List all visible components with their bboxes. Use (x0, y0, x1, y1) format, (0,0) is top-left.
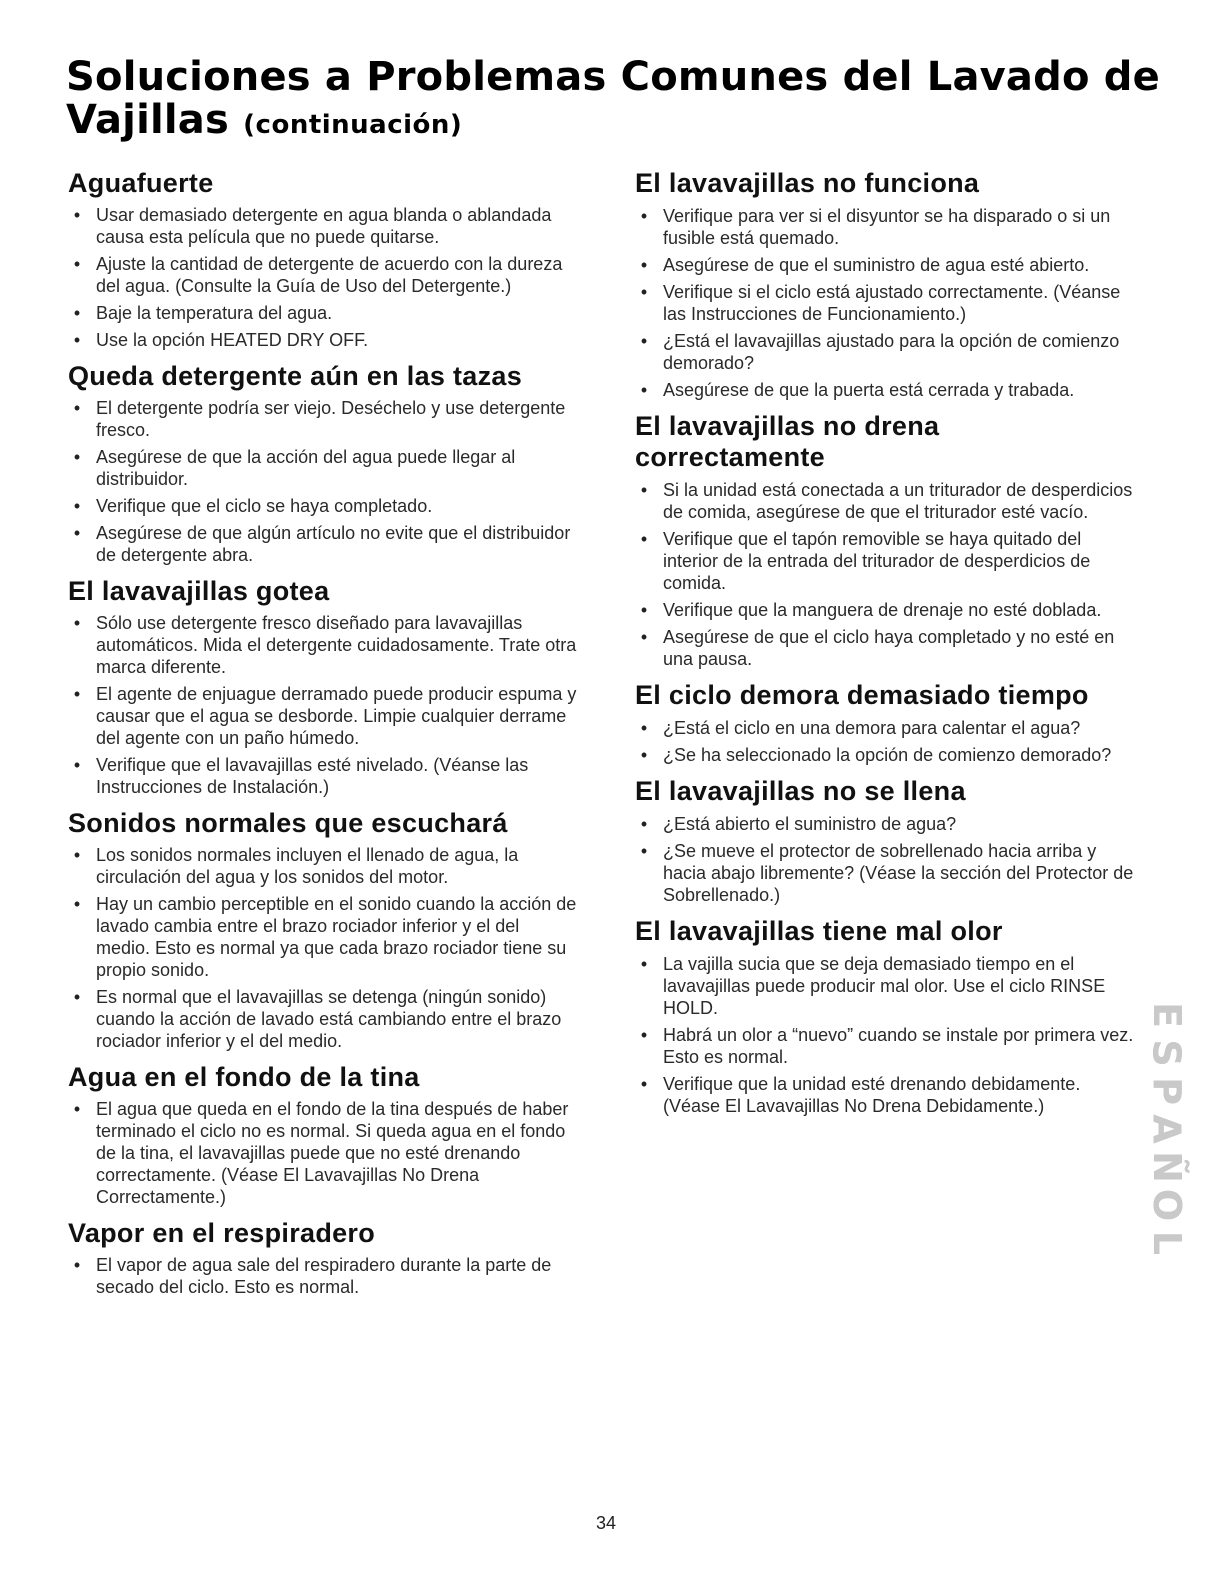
section-heading: Sonidos normales que escuchará (68, 808, 508, 838)
list-item (635, 626, 1135, 670)
list-item (68, 986, 578, 1052)
list-item-text: Los sonidos normales incluyen el llenado de agua, la circulación del agua y los sonidos del motor. (96, 845, 519, 887)
list-item (635, 1073, 1135, 1117)
bullet-icon: • (640, 627, 648, 647)
side-tab-letter: A (1144, 1114, 1189, 1144)
bullet-icon: • (640, 206, 648, 226)
bullet-icon: • (640, 745, 648, 765)
bullet-icon: • (73, 684, 81, 704)
list-item (635, 528, 1135, 594)
bullet-icon: • (640, 600, 648, 620)
bullet-icon: • (73, 398, 81, 418)
list-item (635, 1024, 1135, 1068)
list-item (635, 599, 1135, 621)
bullet-icon: • (73, 523, 81, 543)
list-item (635, 205, 1135, 249)
bullet-list (68, 844, 578, 1052)
page-number: 34 (595, 1513, 617, 1533)
list-item-text: Verifique que el ciclo se haya completado. (96, 496, 433, 516)
bullet-icon: • (640, 331, 648, 351)
bullet-list (635, 813, 1135, 906)
troubleshooting-section (68, 1218, 578, 1298)
list-item-text: Ajuste la cantidad de detergente de acuerdo con la dureza del agua. (Consulte la Guía de Uso del Detergente.) (96, 254, 563, 296)
section-heading: El lavavajillas gotea (68, 576, 330, 606)
list-item-text: Asegúrese de que la puerta está cerrada y trabada. (663, 380, 1075, 400)
troubleshooting-section (635, 776, 1135, 906)
list-item-text: Verifique que la manguera de drenaje no esté doblada. (663, 600, 1102, 620)
troubleshooting-section (68, 808, 578, 1052)
bullet-icon: • (73, 496, 81, 516)
page-title (66, 56, 1166, 147)
list-item-text: Verifique que el lavavajillas esté nivelado. (Véanse las Instrucciones de Instalación.) (96, 755, 529, 797)
list-item (635, 254, 1135, 276)
page-title-text: Soluciones a Problemas Comunes del Lavado de Vajillas (66, 54, 1160, 143)
bullet-icon: • (73, 1099, 81, 1119)
list-item-text: El detergente podría ser viejo. Deséchelo y use detergente fresco. (96, 398, 566, 440)
troubleshooting-section (68, 361, 578, 566)
list-item (635, 717, 1135, 739)
list-item-text: Asegúrese de que algún artículo no evite que el distribuidor de detergente abra. (96, 523, 571, 565)
section-heading: Vapor en el respiradero (68, 1218, 376, 1248)
list-item-text: Si la unidad está conectada a un triturador de desperdicios de comida, asegúrese de que el triturador esté vacío. (663, 480, 1133, 522)
bullet-icon: • (73, 1255, 81, 1275)
list-item-text: La vajilla sucia que se deja demasiado tiempo en el lavavajillas puede producir mal olor. Use el ciclo RINSE HOLD. (663, 954, 1106, 1018)
bullet-icon: • (640, 814, 648, 834)
section-heading: El lavavajillas tiene mal olor (635, 916, 1003, 946)
list-item-text: ¿Se mueve el protector de sobrellenado hacia arriba y hacia abajo libremente? (Véase la sección del Protector de Sobrellenado.) (663, 841, 1134, 905)
bullet-list (635, 479, 1135, 670)
list-item (68, 253, 578, 297)
bullet-icon: • (73, 303, 81, 323)
bullet-icon: • (640, 1074, 648, 1094)
bullet-list (68, 1098, 578, 1208)
list-item-text: Sólo use detergente fresco diseñado para lavavajillas automáticos. Mida el detergente cuidadosamente. Trate otra marca diferente. (96, 613, 577, 677)
list-item (68, 204, 578, 248)
section-heading: El lavavajillas no drena correctamente (635, 411, 940, 472)
bullet-icon: • (640, 380, 648, 400)
bullet-list (635, 717, 1135, 766)
list-item-text: Es normal que el lavavajillas se detenga (ningún sonido) cuando la acción de lavado está cambiando entre el brazo rociador inferior y el del medio. (96, 987, 562, 1051)
bullet-icon: • (73, 755, 81, 775)
list-item-text: Habrá un olor a “nuevo” cuando se instale por primera vez. Esto es normal. (663, 1025, 1134, 1067)
list-item-text: Verifique que la unidad esté drenando debidamente. (Véase El Lavavajillas No Drena Debidamente.) (663, 1074, 1081, 1116)
list-item (635, 281, 1135, 325)
section-heading: Aguafuerte (68, 168, 214, 198)
bullet-icon: • (640, 255, 648, 275)
side-tab-letter: Ñ (1145, 1151, 1189, 1183)
left-column (68, 168, 578, 1308)
troubleshooting-section (635, 168, 1135, 401)
list-item-text: ¿Está el lavavajillas ajustado para la opción de comienzo demorado? (663, 331, 1120, 373)
list-item (68, 612, 578, 678)
list-item-text: Baje la temperatura del agua. (96, 303, 333, 323)
bullet-list (635, 953, 1135, 1117)
troubleshooting-section (635, 411, 1135, 670)
list-item (68, 754, 578, 798)
right-column (635, 168, 1135, 1127)
list-item (68, 302, 578, 324)
section-heading: El lavavajillas no funciona (635, 168, 980, 198)
list-item-text: Hay un cambio perceptible en el sonido cuando la acción de lavado cambia entre el brazo rociador inferior y el del medio. Esto es normal ya que cada brazo rociador tiene su propio sonido. (96, 894, 577, 980)
section-heading: Agua en el fondo de la tina (68, 1062, 420, 1092)
list-item (635, 744, 1135, 766)
bullet-icon: • (73, 330, 81, 350)
troubleshooting-section (68, 576, 578, 798)
troubleshooting-section (68, 1062, 578, 1208)
bullet-icon: • (73, 845, 81, 865)
bullet-icon: • (640, 841, 648, 861)
list-item (635, 479, 1135, 523)
bullet-icon: • (640, 954, 648, 974)
list-item-text: Verifique si el ciclo está ajustado correctamente. (Véanse las Instrucciones de Funcionamiento.) (663, 282, 1121, 324)
bullet-icon: • (73, 987, 81, 1007)
language-side-tab (1144, 996, 1189, 1256)
list-item-text: Usar demasiado detergente en agua blanda o ablandada causa esta película que no puede quitarse. (96, 205, 552, 247)
list-item (68, 1098, 578, 1208)
list-item-text: Verifique que el tapón removible se haya quitado del interior de la entrada del triturador de desperdicios de comida. (663, 529, 1091, 593)
list-item (68, 844, 578, 888)
list-item (68, 893, 578, 981)
list-item (635, 379, 1135, 401)
bullet-list (68, 204, 578, 351)
list-item-text: El agua que queda en el fondo de la tina después de haber terminado el ciclo no es normal. Si queda agua en el fondo de la tina, el lavavajillas puede que no esté drenando correctamente. (Véase El Lavavajillas No Drena Correctamente.) (96, 1099, 569, 1207)
bullet-icon: • (73, 254, 81, 274)
troubleshooting-section (635, 916, 1135, 1117)
list-item-text: Verifique para ver si el disyuntor se ha disparado o si un fusible está quemado. (663, 206, 1111, 248)
list-item (68, 1254, 578, 1298)
side-tab-letter: L (1145, 1230, 1189, 1256)
bullet-icon: • (640, 480, 648, 500)
troubleshooting-section (635, 680, 1135, 766)
section-heading: El lavavajillas no se llena (635, 776, 966, 806)
bullet-icon: • (73, 613, 81, 633)
list-item (635, 840, 1135, 906)
list-item (635, 813, 1135, 835)
list-item-text: Asegúrese de que el ciclo haya completado y no esté en una pausa. (663, 627, 1115, 669)
bullet-list (68, 1254, 578, 1298)
list-item-text: ¿Se ha seleccionado la opción de comienzo demorado? (663, 745, 1112, 765)
list-item-text: Asegúrese de que la acción del agua puede llegar al distribuidor. (96, 447, 516, 489)
section-heading: El ciclo demora demasiado tiempo (635, 680, 1089, 710)
side-tab-letter: P (1144, 1077, 1189, 1105)
list-item-text: El agente de enjuague derramado puede producir espuma y causar que el agua se desborde. Limpie cualquier derrame del agente con un paño húmedo. (96, 684, 577, 748)
list-item (635, 330, 1135, 374)
bullet-list (68, 397, 578, 566)
list-item (68, 522, 578, 566)
list-item (68, 446, 578, 490)
bullet-icon: • (640, 1025, 648, 1045)
list-item (68, 683, 578, 749)
list-item-text: Asegúrese de que el suministro de agua esté abierto. (663, 255, 1090, 275)
bullet-icon: • (73, 447, 81, 467)
list-item-text: ¿Está abierto el suministro de agua? (663, 814, 957, 834)
troubleshooting-section (68, 168, 578, 351)
bullet-icon: • (640, 282, 648, 302)
list-item (635, 953, 1135, 1019)
list-item (68, 495, 578, 517)
page-title-continuation: (continuación) (243, 110, 463, 140)
bullet-icon: • (73, 205, 81, 225)
section-heading: Queda detergente aún en las tazas (68, 361, 523, 391)
bullet-icon: • (640, 718, 648, 738)
list-item (68, 329, 578, 351)
side-tab-letter: E (1145, 1002, 1189, 1028)
bullet-icon: • (640, 529, 648, 549)
side-tab-letter: O (1145, 1188, 1189, 1222)
list-item-text: El vapor de agua sale del respiradero durante la parte de secado del ciclo. Esto es normal. (96, 1255, 552, 1297)
bullet-icon: • (73, 894, 81, 914)
side-tab-letter: S (1145, 1039, 1189, 1067)
bullet-list (635, 205, 1135, 401)
list-item (68, 397, 578, 441)
list-item-text: Use la opción HEATED DRY OFF. (96, 330, 369, 350)
list-item-text: ¿Está el ciclo en una demora para calentar el agua? (663, 718, 1081, 738)
bullet-list (68, 612, 578, 798)
